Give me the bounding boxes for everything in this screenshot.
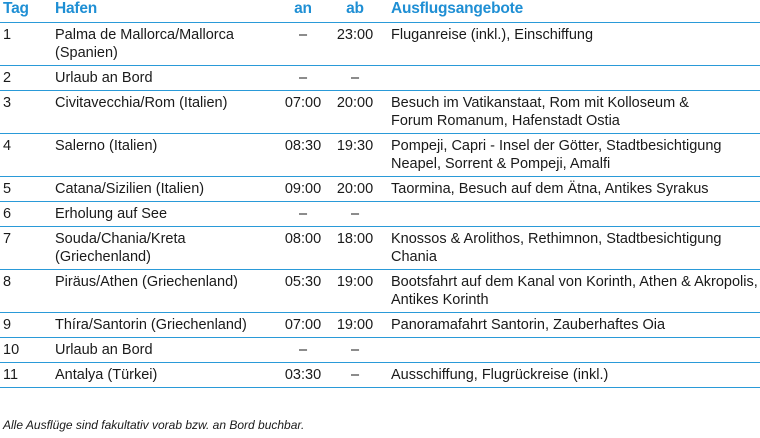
cell-ab: – (329, 338, 381, 363)
cell-hafen-line: (Spanien) (55, 45, 118, 61)
cell-tag: 6 (0, 202, 55, 227)
cell-ausflug-line: Bootsfahrt auf dem Kanal von Korinth, Athen & Akropolis, (391, 274, 758, 290)
cell-spacer (381, 338, 391, 363)
cell-hafen-line: Urlaub an Bord (55, 70, 153, 86)
cell-ausflug (391, 270, 760, 313)
cell-spacer (381, 270, 391, 313)
table-row (0, 23, 760, 66)
cell-ab: – (329, 363, 381, 388)
cell-tag: 7 (0, 227, 55, 270)
cell-ausflug (391, 313, 760, 338)
cell-tag: 10 (0, 338, 55, 363)
cell-tag: 9 (0, 313, 55, 338)
cell-an: – (277, 338, 329, 363)
cell-an: 08:00 (277, 227, 329, 270)
cell-ausflug-line: Besuch im Vatikanstaat, Rom mit Kolloseum & (391, 95, 689, 111)
cell-tag: 5 (0, 177, 55, 202)
table-row (0, 91, 760, 134)
cell-ausflug-line: Pompeji, Capri - Insel der Götter, Stadtbesichtigung (391, 138, 722, 154)
cell-hafen-line: Piräus/Athen (Griechenland) (55, 274, 238, 290)
cell-ausflug-line: Knossos & Arolithos, Rethimnon, Stadtbesichtigung (391, 231, 722, 247)
cell-an: – (277, 66, 329, 91)
header-an: an (294, 0, 312, 17)
cell-ab: 18:00 (329, 227, 381, 270)
table-row (0, 177, 760, 202)
cell-ab: – (329, 202, 381, 227)
cell-ab: 19:00 (329, 270, 381, 313)
cell-ausflug-line (391, 341, 760, 359)
cell-tag: 3 (0, 91, 55, 134)
cell-ausflug (391, 91, 760, 134)
itinerary-rows (0, 23, 760, 388)
cell-hafen-line: (Griechenland) (55, 249, 151, 265)
cell-tag: 11 (0, 363, 55, 388)
cell-spacer (381, 363, 391, 388)
cell-ab: – (329, 66, 381, 91)
cell-ausflug-line (391, 69, 760, 87)
header-ab: ab (346, 0, 364, 17)
table-row (0, 134, 760, 177)
cell-an: 03:30 (277, 363, 329, 388)
cell-an: 07:00 (277, 313, 329, 338)
cell-spacer (381, 23, 391, 66)
cell-hafen (55, 177, 277, 202)
cell-an: 05:30 (277, 270, 329, 313)
footnote: Alle Ausflüge sind fakultativ vorab bzw. an Bord buchbar. (3, 418, 305, 432)
cell-ausflug-line: Antikes Korinth (391, 292, 489, 308)
table-row (0, 66, 760, 91)
header-hafen: Hafen (55, 0, 98, 17)
cell-hafen (55, 338, 277, 363)
cell-ausflug-line: Chania (391, 249, 437, 265)
cell-hafen (55, 363, 277, 388)
cell-hafen-line: Thíra/Santorin (Griechenland) (55, 317, 247, 333)
cell-spacer (381, 227, 391, 270)
cell-an: 07:00 (277, 91, 329, 134)
cell-hafen (55, 66, 277, 91)
cell-hafen-line: Urlaub an Bord (55, 342, 153, 358)
cell-hafen-line: Civitavecchia/Rom (Italien) (55, 95, 228, 111)
cell-hafen-line: Catana/Sizilien (Italien) (55, 181, 205, 197)
cell-ab: 23:00 (329, 23, 381, 66)
table-row (0, 202, 760, 227)
cell-ausflug-line: Fluganreise (inkl.), Einschiffung (391, 27, 594, 43)
table-row (0, 313, 760, 338)
cell-an: – (277, 202, 329, 227)
cell-spacer (381, 313, 391, 338)
cell-hafen-line: Salerno (Italien) (55, 138, 158, 154)
cell-ausflug-line: Panoramafahrt Santorin, Zauberhaftes Oia (391, 317, 666, 333)
cell-ausflug-line (391, 205, 760, 223)
cell-hafen (55, 134, 277, 177)
cell-hafen (55, 23, 277, 66)
cell-hafen-line: Souda/Chania/Kreta (55, 231, 186, 247)
cell-ab: 20:00 (329, 177, 381, 202)
cell-spacer (381, 91, 391, 134)
cell-hafen-line: Palma de Mallorca/Mallorca (55, 27, 234, 43)
cell-an: – (277, 23, 329, 66)
table-row (0, 270, 760, 313)
cell-ausflug (391, 363, 760, 388)
cell-ab: 19:00 (329, 313, 381, 338)
cell-tag: 8 (0, 270, 55, 313)
cell-tag: 2 (0, 66, 55, 91)
cell-ausflug (391, 134, 760, 177)
cell-ausflug-line: Ausschiffung, Flugrückreise (inkl.) (391, 367, 609, 383)
table-row (0, 338, 760, 363)
cell-ausflug (391, 177, 760, 202)
cell-tag: 1 (0, 23, 55, 66)
cell-ausflug (391, 202, 760, 227)
cell-ausflug (391, 227, 760, 270)
cell-hafen (55, 202, 277, 227)
cell-hafen (55, 227, 277, 270)
table-row (0, 227, 760, 270)
header-row (0, 0, 760, 23)
cell-an: 08:30 (277, 134, 329, 177)
table-row (0, 363, 760, 388)
cell-ausflug-line: Taormina, Besuch auf dem Ätna, Antikes Syrakus (391, 181, 709, 197)
cell-spacer (381, 177, 391, 202)
cell-hafen-line: Erholung auf See (55, 206, 168, 222)
header-spacer (381, 0, 391, 23)
cell-hafen (55, 91, 277, 134)
cell-spacer (381, 66, 391, 91)
cell-ab: 19:30 (329, 134, 381, 177)
cell-hafen (55, 313, 277, 338)
cell-ausflug-line: Forum Romanum, Hafenstadt Ostia (391, 113, 620, 129)
cell-ab: 20:00 (329, 91, 381, 134)
cell-an: 09:00 (277, 177, 329, 202)
cell-ausflug (391, 23, 760, 66)
cell-spacer (381, 202, 391, 227)
cell-ausflug (391, 66, 760, 91)
cell-spacer (381, 134, 391, 177)
cell-ausflug-line: Neapel, Sorrent & Pompeji, Amalfi (391, 156, 611, 172)
cell-hafen (55, 270, 277, 313)
cell-ausflug (391, 338, 760, 363)
cell-hafen-line: Antalya (Türkei) (55, 367, 158, 383)
cell-tag: 4 (0, 134, 55, 177)
header-ausflug: Ausflugsangebote (391, 0, 524, 17)
header-tag: Tag (3, 0, 29, 17)
